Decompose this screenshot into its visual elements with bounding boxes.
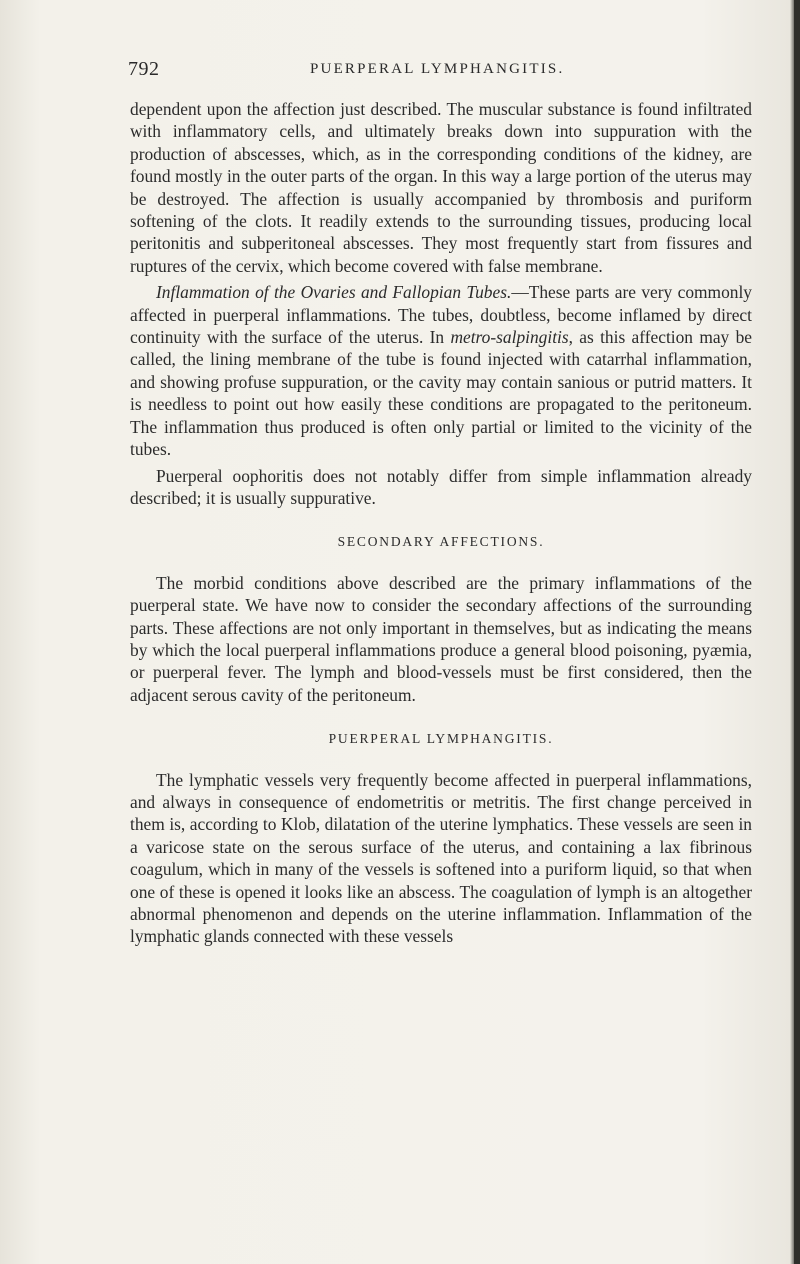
paragraph-oophoritis: Puerperal oophoritis does not notably differ from simple inflammation already described; it is usually suppurative. [130, 465, 752, 508]
paragraph-secondary: The morbid conditions above described are the primary inflammations of the puerperal state. We have now to consider the secondary affections of the surrounding parts. These affections are not only important in themselves, but as indicating the means by which the local puerperal inflammations produce a general blood poisoning, pyæmia, or puerperal fever. The lymph and blood-vessels must be first considered, then the adjacent serous cavity of the peritoneum. [130, 572, 752, 705]
term-italic: metro-salpingitis [450, 327, 569, 348]
running-head [128, 58, 728, 82]
running-title: PUERPERAL LYMPHANGITIS. [310, 61, 565, 77]
paragraph-inline-title: Inflammation of the Ovaries and Fallopian Tubes. [156, 282, 512, 303]
section-heading-secondary: SECONDARY AFFECTIONS. [337, 534, 545, 550]
paragraph-text: , as this affection may be called, the lining membrane of the tube is found injected with catarrhal inflammation, and showing profuse suppuration, or the cavity may contain sanious or putrid matters. It is needless to point out how easily these conditions are propagated to the peritoneum. The inflammation thus produced is often only partial or limited to the vicinity of the tubes. [130, 327, 752, 460]
section-heading-lymphangitis: PUERPERAL LYMPHANGITIS. [328, 731, 554, 747]
paragraph-lymphangitis: The lymphatic vessels very frequently become affected in puerperal inflammations, and always in consequence of endometritis or metritis. The first change perceived in them is, according to Klob, dilatation of the uterine lymphatics. These vessels are seen in a varicose state on the serous surface of the uterus, and containing a lax fibrinous coagulum, which in many of the vessels is softened into a puriform liquid, so that when one of these is opened it looks like an abscess. The coagulation of lymph is an altogether abnormal phenomenon and depends on the uterine inflammation. Inflammation of the lymphatic glands connected with these vessels [130, 769, 752, 947]
body-text [130, 98, 752, 948]
paragraph-ovaries-tubes [130, 281, 752, 460]
page-edge-shadow [794, 0, 800, 1264]
paragraph-text: —These parts are very commonly affected in puerperal inflammations. The tubes, doubtless, become inflamed by direct continuity with the surface of the uterus. In [130, 282, 753, 348]
page-number: 792 [128, 58, 160, 80]
paragraph-continued: dependent upon the affection just described. The muscular substance is found infiltrated with inflammatory cells, and ultimately breaks down into suppuration with the production of abscesses, which, as in the corresponding conditions of the kidney, are found mostly in the outer parts of the organ. In this way a large portion of the uterus may be destroyed. The affection is usually accompanied by thrombosis and puriform softening of the clots. It readily extends to the surrounding tissues, producing local peritonitis and subperitoneal abscesses. They most frequently start from fissures and ruptures of the cervix, which become covered with false membrane. [130, 99, 752, 276]
